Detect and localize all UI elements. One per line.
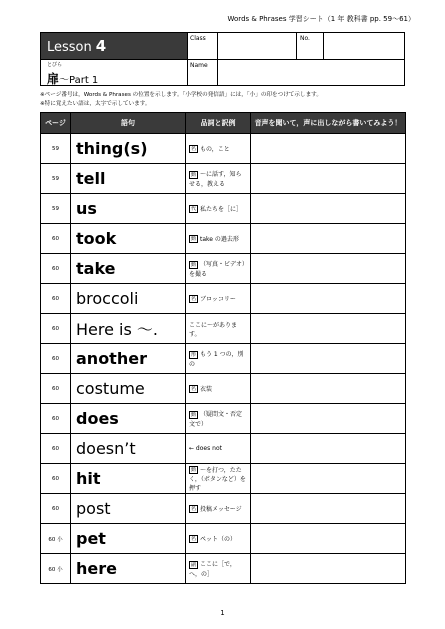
row-word: does [71, 404, 186, 434]
notes [40, 91, 322, 109]
row-word: post [71, 494, 186, 524]
note-line: ※特に覚えたい語は，太字で示しています。 [40, 101, 151, 107]
writing-practice-cell[interactable] [251, 554, 406, 584]
part-of-speech-badge: 名 [191, 386, 197, 393]
row-page: 60 [41, 434, 71, 464]
row-page: 59 [41, 164, 71, 194]
row-meaning-cell [186, 434, 251, 464]
part-of-speech-badge: 名 [191, 146, 197, 153]
row-meaning-cell [186, 134, 251, 164]
row-meaning: ここに～があります。 [189, 321, 238, 338]
writing-practice-cell[interactable] [251, 464, 406, 494]
row-word: Here is ～. [71, 314, 186, 344]
table-row [41, 194, 406, 224]
row-meaning: ～に話す，知らせる，教える [189, 171, 242, 188]
part-of-speech-badge: 副 [191, 561, 197, 568]
row-word: pet [71, 524, 186, 554]
row-meaning-cell [186, 374, 251, 404]
note-line: ※ページ番号は，Words & Phrases の位置を示します。「小学校の発信語」には，「小」の印をつけて示します。 [40, 92, 322, 98]
row-meaning: （写真・ビデオ）を撮る [189, 261, 245, 278]
part-of-speech-badge: 名 [191, 296, 197, 303]
part-suffix: ～Part 1 [59, 75, 99, 86]
row-meaning-cell [186, 464, 251, 494]
row-meaning-cell [186, 254, 251, 284]
row-word: another [71, 344, 186, 374]
row-meaning: （疑問文・否定文で） [189, 411, 243, 428]
row-meaning-cell [186, 404, 251, 434]
lesson-label-box [41, 33, 187, 59]
table-row [41, 254, 406, 284]
writing-practice-cell[interactable] [251, 194, 406, 224]
part-of-speech-badge: 動 [191, 467, 197, 474]
writing-practice-cell[interactable] [251, 224, 406, 254]
class-label: Class [190, 35, 206, 42]
number-field[interactable] [324, 34, 403, 58]
row-word: us [71, 194, 186, 224]
row-page: 60 [41, 404, 71, 434]
part-of-speech-badge: 名 [191, 536, 197, 543]
table-row [41, 434, 406, 464]
row-page: 60 [41, 374, 71, 404]
writing-practice-cell[interactable] [251, 404, 406, 434]
row-meaning: take の過去形 [200, 235, 239, 243]
table-row [41, 344, 406, 374]
row-page: 60 [41, 344, 71, 374]
row-meaning-cell [186, 314, 251, 344]
row-page: 60 小 [41, 524, 71, 554]
table-row [41, 524, 406, 554]
row-meaning: ペット（の） [200, 535, 237, 543]
row-page: 60 [41, 284, 71, 314]
part-of-speech-badge: 動 [191, 261, 197, 268]
name-label: Name [190, 62, 208, 69]
row-page: 60 [41, 494, 71, 524]
divider [296, 33, 297, 59]
page-number: 1 [220, 609, 225, 617]
part-of-speech-badge: 形 [191, 351, 197, 358]
part-of-speech-badge: 動 [191, 411, 197, 418]
writing-practice-cell[interactable] [251, 374, 406, 404]
writing-practice-cell[interactable] [251, 314, 406, 344]
lesson-label: Lesson [47, 40, 92, 55]
name-field[interactable] [218, 60, 403, 85]
part-title-box [41, 59, 187, 86]
row-meaning: ← does not [189, 445, 222, 452]
row-word: took [71, 224, 186, 254]
writing-practice-cell[interactable] [251, 134, 406, 164]
part-of-speech-badge: 名 [191, 506, 197, 513]
row-meaning: ここに［で，へ，の］ [189, 561, 236, 578]
row-meaning: もう 1 つの，別の [189, 351, 244, 368]
row-meaning-cell [186, 344, 251, 374]
row-page: 60 [41, 254, 71, 284]
row-word: costume [71, 374, 186, 404]
row-page: 59 [41, 194, 71, 224]
column-header-practice: 音声を聞いて，声に出しながら書いてみよう！ [251, 113, 406, 134]
no-label: No. [300, 35, 310, 42]
writing-practice-cell[interactable] [251, 164, 406, 194]
row-word: tell [71, 164, 186, 194]
row-meaning-cell [186, 494, 251, 524]
part-main: 扉 [47, 72, 60, 86]
table-row [41, 494, 406, 524]
row-word: take [71, 254, 186, 284]
worksheet-header: Words & Phrases 学習シート（1 年 教科書 pp. 59～61） [227, 15, 415, 23]
row-meaning-cell [186, 164, 251, 194]
row-word: thing(s) [71, 134, 186, 164]
row-word: here [71, 554, 186, 584]
table-row [41, 224, 406, 254]
row-word: hit [71, 464, 186, 494]
row-page: 59 [41, 134, 71, 164]
row-meaning-cell [186, 554, 251, 584]
row-meaning-cell [186, 194, 251, 224]
row-meaning-cell [186, 224, 251, 254]
table-row [41, 464, 406, 494]
row-meaning-cell [186, 524, 251, 554]
writing-practice-cell[interactable] [251, 494, 406, 524]
part-title [47, 70, 98, 87]
class-field[interactable] [218, 34, 295, 58]
row-word: broccoli [71, 284, 186, 314]
row-meaning: 投稿メッセージ [200, 505, 242, 513]
row-page: 60 [41, 314, 71, 344]
table-row [41, 374, 406, 404]
row-meaning: ブロッコリー [200, 295, 236, 303]
table-header-row [41, 113, 406, 134]
writing-practice-cell[interactable] [251, 434, 406, 464]
part-of-speech-badge: 代 [191, 206, 197, 213]
table-row [41, 164, 406, 194]
writing-practice-cell[interactable] [251, 524, 406, 554]
row-meaning: もの，こと [200, 145, 230, 153]
vocabulary-table [40, 112, 406, 584]
table-row [41, 404, 406, 434]
row-word: doesn’t [71, 434, 186, 464]
writing-practice-cell[interactable] [251, 254, 406, 284]
row-meaning: 衣装 [200, 385, 213, 393]
table-row [41, 554, 406, 584]
row-page: 60 小 [41, 554, 71, 584]
column-header-meaning: 品詞と訳例 [186, 113, 251, 134]
table-row [41, 314, 406, 344]
part-of-speech-badge: 動 [191, 236, 197, 243]
column-header-page: ページ [41, 113, 71, 134]
writing-practice-cell[interactable] [251, 284, 406, 314]
column-header-word: 語句 [71, 113, 186, 134]
row-meaning: 私たちを［に］ [200, 205, 243, 213]
row-meaning-cell [186, 284, 251, 314]
part-ruby: とびら [47, 62, 63, 68]
writing-practice-cell[interactable] [251, 344, 406, 374]
title-block [40, 32, 405, 86]
row-meaning: ～を打つ，たたく，（ボタンなど）を押す [189, 466, 246, 493]
part-of-speech-badge: 動 [191, 171, 197, 178]
row-page: 60 [41, 464, 71, 494]
lesson-number: 4 [95, 37, 107, 55]
table-row [41, 284, 406, 314]
row-page: 60 [41, 224, 71, 254]
table-row [41, 134, 406, 164]
